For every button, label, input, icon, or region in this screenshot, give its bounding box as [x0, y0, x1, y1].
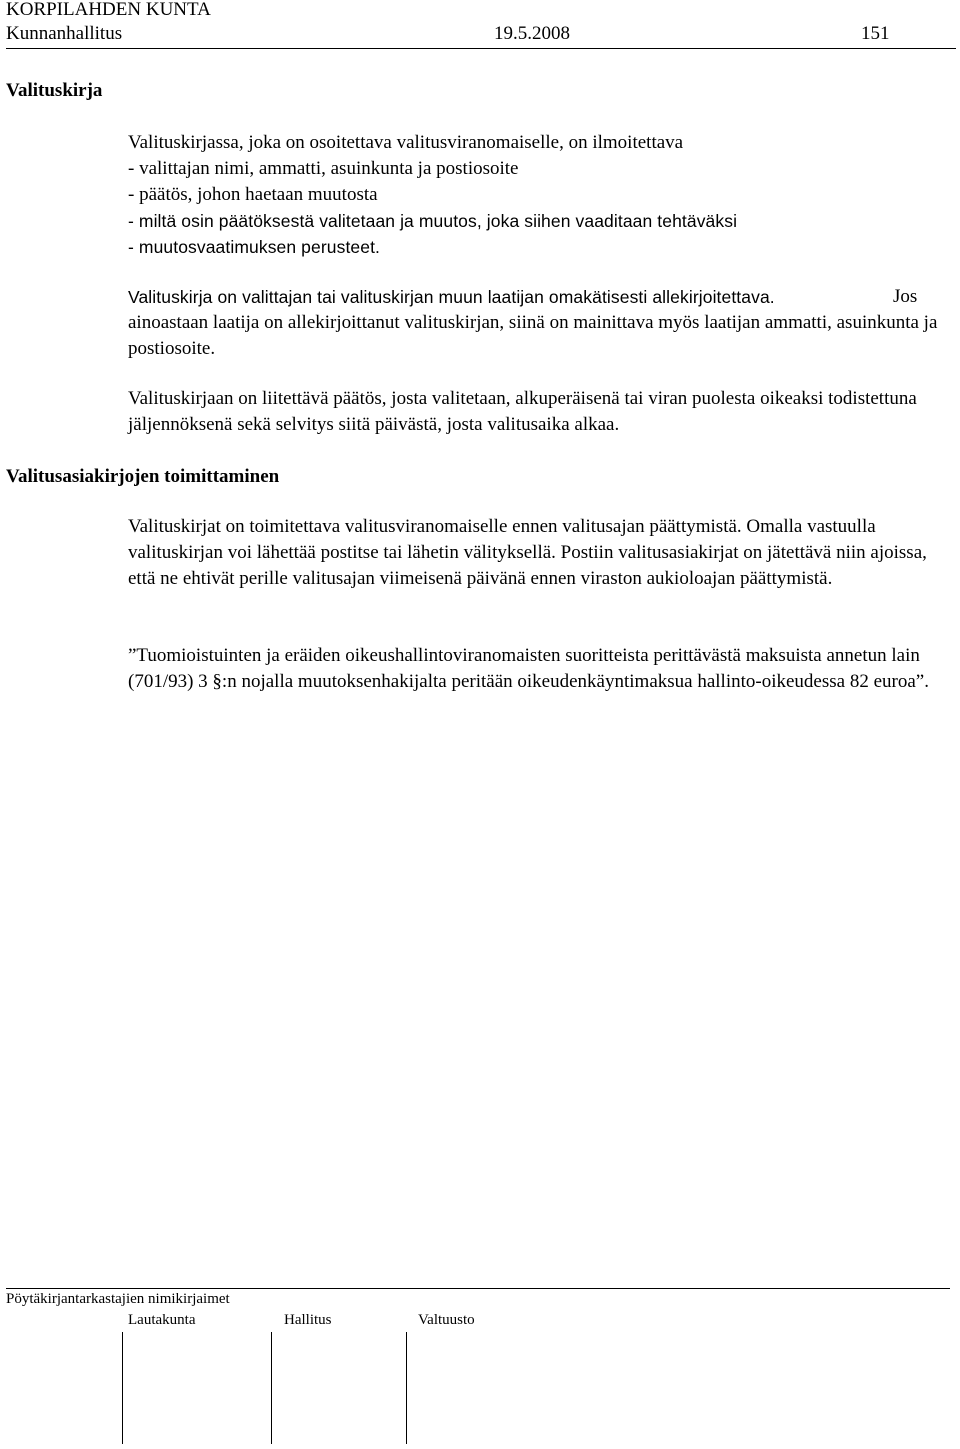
- signature-column-line: [406, 1332, 407, 1444]
- attachment-text: Valituskirjaan on liitettävä päätös, josta valitetaan, alkuperäisenä tai viran puolesta oikeaksi todistettuna jäljennöksenä sekä selvitys siitä päivästä, josta valitusaika alkaa.: [128, 388, 917, 435]
- list-item: - valittajan nimi, ammatti, asuinkunta ja postiosoite: [128, 158, 519, 179]
- fee-paragraph: [128, 643, 958, 695]
- delivery-paragraph: [128, 514, 958, 592]
- signature-sentence: Valituskirja on valittajan tai valituskirjan muun laatijan omakätisesti allekirjoitettava.: [128, 287, 775, 307]
- list-intro: Valituskirjassa, joka on osoitettava valitusviranomaiselle, on ilmoitettava: [128, 132, 684, 153]
- section-heading-delivery: Valitusasiakirjojen toimittaminen: [6, 466, 280, 487]
- footer-label-lautakunta: Lautakunta: [128, 1312, 196, 1328]
- fee-text: ”Tuomioistuinten ja eräiden oikeushallintoviranomaisten suoritteista perittävästä maksuista annetun lain (701/93) 3 §:n nojalla muutoksenhakijalta peritään oikeudenkäyntimaksua hallinto-oikeudessa 82 euroa”.: [128, 645, 929, 692]
- delivery-text: Valituskirjat on toimitettava valitusviranomaiselle ennen valitusajan päättymistä. Omalla vastuulla valituskirjan voi lähettää postitse tai lähetin välityksellä. Postiin valitusasiakirjat on jätettävä niin ajoissa, että ne ehtivät perille valitusajan viimeisenä päivänä ennen viraston aukioloajan päättymistä.: [128, 516, 927, 589]
- signature-condition: Jos ainoastaan laatija on allekirjoittanut valituskirjan, siinä on mainittava myös laatijan ammatti, asuinkunta ja postiosoite.: [128, 286, 938, 359]
- signature-column-line: [271, 1332, 272, 1444]
- page-number: 151: [861, 23, 890, 44]
- footer-title: Pöytäkirjantarkastajien nimikirjaimet: [6, 1291, 230, 1307]
- footer-label-hallitus: Hallitus: [284, 1312, 332, 1328]
- footer-label-valtuusto: Valtuusto: [418, 1312, 475, 1328]
- requirements-list: [128, 130, 958, 260]
- list-item: - miltä osin päätöksestä valitetaan ja muutos, joka siihen vaaditaan tehtäväksi: [128, 211, 738, 231]
- attachment-paragraph: [128, 386, 958, 438]
- list-item: - muutosvaatimuksen perusteet.: [128, 237, 381, 257]
- municipality-name: KORPILAHDEN KUNTA: [6, 0, 211, 20]
- list-item: - päätös, johon haetaan muutosta: [128, 184, 378, 205]
- header-divider: [6, 48, 956, 49]
- section-heading-valituskirja: Valituskirja: [6, 80, 103, 101]
- governing-body: Kunnanhallitus: [6, 23, 123, 44]
- meeting-date: 19.5.2008: [494, 23, 570, 44]
- header-meta: [6, 24, 956, 44]
- signature-paragraph-b: [128, 284, 958, 362]
- signature-column-line: [122, 1332, 123, 1444]
